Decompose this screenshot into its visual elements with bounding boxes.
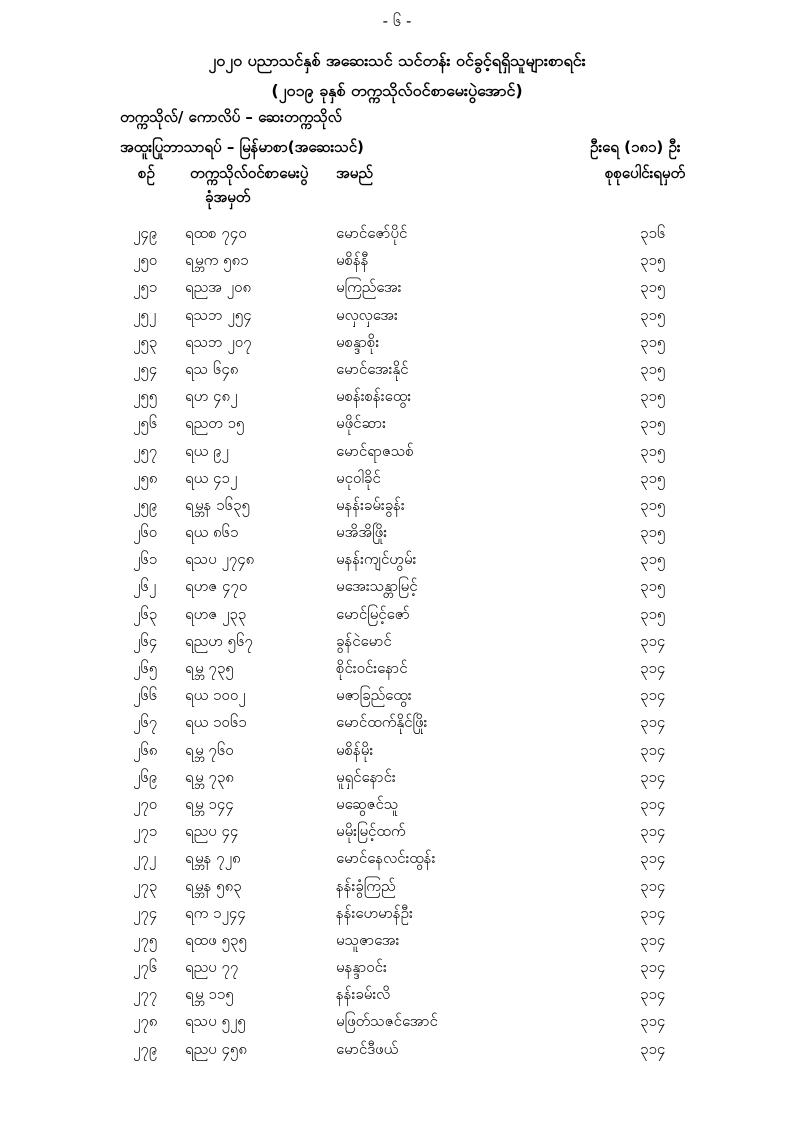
table-row [0,333,794,360]
serial-cell: ၂၅၉ [133,495,158,514]
table-row [0,442,794,469]
serial-cell: ၂၆၄ [133,631,158,650]
roll-number-cell: ရမ္ဘက ၅၈၁ [185,251,249,270]
table-row [0,632,794,659]
header-roll-number-line2: ခုံအမှတ် [205,188,251,206]
table-row [0,278,794,305]
name-cell: မစိန်မိုး [336,740,374,759]
roll-number-cell: ရမ္ဘန ၇၂၈ [185,849,241,868]
roll-number-cell: ရထစ ၇၄၀ [185,224,247,242]
table-row [0,550,794,577]
marks-cell: ၃၁၆ [640,224,666,242]
name-cell: မောင်မြင့်ဇော် [336,604,410,623]
serial-cell: ၂၇၄ [133,903,158,922]
roll-number-cell: ရက ၁၂၄၄ [185,903,246,922]
name-cell: မမိုးမြင့်ထက် [336,822,406,841]
serial-cell: ၂၅၀ [133,251,158,270]
table-row [0,849,794,876]
marks-cell: ၃၁၄ [640,740,666,759]
table-row [0,577,794,604]
marks-cell: ၃၁၅ [640,251,666,270]
serial-cell: ၂၆၇ [133,713,158,732]
table-row [0,877,794,904]
table-row [0,795,794,822]
table-row [0,387,794,414]
name-cell: မသူဇာအေး [336,930,400,949]
serial-cell: ၂၆၃ [133,604,158,623]
serial-cell: ၂၇၀ [133,794,158,813]
name-cell: မောင်ဒီဖယ် [336,1039,399,1058]
serial-cell: ၂၅၈ [133,468,158,487]
name-cell: မဇာခြည်ထွေး [336,686,412,705]
marks-cell: ၃၁၅ [640,550,666,569]
name-cell: မစိန်နီ [336,251,369,270]
roll-number-cell: ရညတ ၁၅ [185,414,245,433]
roll-number-cell: ရညပ ၄၄ [185,822,239,841]
table-row [0,1012,794,1039]
serial-cell: ၂၇၂ [133,849,157,868]
table-row [0,904,794,931]
serial-cell: ၂၇၃ [133,876,158,895]
name-cell: နန်းဟေမာန်ဦး [336,903,413,922]
page-number: - ၆ - [382,12,412,30]
marks-cell: ၃၁၄ [640,686,666,705]
serial-cell: ၂၇၉ [133,1039,158,1058]
table-row [0,931,794,958]
marks-cell: ၃၁၅ [640,414,666,433]
table-row [0,469,794,496]
header-total-marks: စုစုပေါင်းရမှတ် [605,164,686,182]
table-row [0,224,794,251]
name-cell: မအေးသန္တာမြင့် [336,577,418,596]
name-cell: မလှလှအေး [336,305,398,324]
roll-number-cell: ရယ ၉၂ [185,441,229,460]
roll-number-cell: ရသပ ၅၂၅ [185,1012,246,1031]
name-cell: မစန္ဒာစိုး [336,332,380,351]
marks-cell: ၃၁၄ [640,930,666,949]
serial-cell: ၂၇၇ [133,985,158,1004]
roll-number-cell: ရသဘ ၂၅၄ [185,305,252,324]
name-cell: မောင်ဇော်ပိုင် [336,224,408,242]
name-cell: မအိအိဖြိုး [336,523,388,542]
name-cell: မနန်းခမ်းခွန်း [336,495,405,514]
marks-cell: ၃၁၄ [640,794,666,813]
roll-number-cell: ရယ ၄၁၂ [185,468,238,487]
marks-cell: ၃၁၅ [640,577,666,596]
name-cell: မနန်းကျင်ဟွမ်း [336,550,417,569]
header-name: အမည် [336,164,373,182]
table-row [0,659,794,686]
header-roll-number: တက္ကသိုလ်ဝင်စာမေးပွဲ [190,164,309,182]
name-cell: ခွန်ငဲမောင် [336,631,392,650]
marks-cell: ၃၁၅ [640,441,666,460]
serial-cell: ၂၇၁ [133,822,158,841]
serial-cell: ၂၄၉ [133,224,158,242]
serial-cell: ၂၆၁ [133,550,158,569]
marks-cell: ၃၁၄ [640,822,666,841]
table-row [0,306,794,333]
table-row [0,414,794,441]
name-cell: မဆွေဇင်သူ [336,794,399,813]
results-list [0,224,794,1067]
marks-cell: ၃၁၅ [640,359,666,378]
name-cell: နန်းခွံကြည် [336,876,396,895]
serial-cell: ၂၆၂ [133,577,157,596]
name-cell: မောင်နေလင်းထွန်း [336,849,436,868]
table-row [0,605,794,632]
table-row [0,958,794,985]
serial-cell: ၂၅၂ [133,305,157,324]
marks-cell: ၃၁၅ [640,278,666,297]
marks-cell: ၃၁၄ [640,903,666,922]
name-cell: မဖြတ်သဇင်အောင် [336,1012,438,1031]
marks-cell: ၃၁၅ [640,523,666,542]
marks-cell: ၃၁၄ [640,631,666,650]
serial-cell: ၂၇၆ [133,958,158,977]
serial-cell: ၂၅၇ [133,441,158,460]
roll-number-cell: ရသ ၆၄၈ [185,359,239,378]
marks-cell: ၃၁၄ [640,849,666,868]
roll-number-cell: ရထဖ ၅၃၅ [185,930,247,949]
table-row [0,985,794,1012]
serial-cell: ၂၅၄ [133,359,158,378]
marks-cell: ၃၁၅ [640,468,666,487]
table-row [0,713,794,740]
serial-cell: ၂၅၆ [133,414,158,433]
roll-number-cell: ရယ ၁၀၆၁ [185,713,247,732]
marks-cell: ၃၁၄ [640,713,666,732]
name-cell: မနန္ဒာဝင်း [336,958,387,977]
roll-number-cell: ရဟဇ ၄၇၀ [185,577,248,596]
table-row [0,496,794,523]
marks-cell: ၃၁၄ [640,767,666,786]
roll-number-cell: ရမ္ဘ ၇၆၀ [185,740,234,759]
roll-number-cell: ရမ္ဘန ၅၈၃ [185,876,242,895]
marks-cell: ၃၁၄ [640,876,666,895]
roll-number-cell: ရဟ ၄၈၂ [185,387,238,406]
table-row [0,523,794,550]
marks-cell: ၃၁၅ [640,305,666,324]
table-row [0,251,794,278]
serial-cell: ၂၆၈ [133,740,158,759]
roll-number-cell: ရညပ ၇၇ [185,958,239,977]
header-serial: စဉ် [138,164,155,182]
table-row [0,822,794,849]
marks-cell: ၃၁၅ [640,387,666,406]
name-cell: နန်းခမ်းလိ [336,985,391,1004]
serial-cell: ၂၆၆ [133,686,158,705]
name-cell: မောင်ထက်နိုင်ဖြိုး [336,713,428,732]
category-line: အထူးပြုဘာသာရပ် – မြန်မာစာ(အဆေးသင်) [120,138,364,156]
roll-number-cell: ရမ္ဘ ၁၄၄ [185,794,234,813]
roll-number-cell: ရမ္ဘ ၁၁၅ [185,985,234,1004]
name-cell: မူရှင်နောင်း [336,767,396,786]
name-cell: မစန်းစန်းထွေး [336,387,412,406]
marks-cell: ၃၁၄ [640,659,666,677]
marks-cell: ၃၁၄ [640,1012,666,1031]
name-cell: မကြည်အေး [336,278,402,297]
page-title: ၂၀၂၀ ပညာသင်နှစ် အဆေးသင် သင်တန်း ဝင်ခွင့်ရရှိသူများစာရင်း [208,51,586,70]
serial-cell: ၂၇၈ [133,1012,158,1031]
serial-cell: ၂၅၃ [133,332,158,351]
serial-cell: ၂၇၅ [133,930,158,949]
serial-cell: ၂၆၉ [133,767,158,786]
roll-number-cell: ရယ ၈၆၁ [185,523,239,542]
roll-number-cell: ရညအ ၂၀၈ [185,278,252,297]
marks-cell: ၃၁၄ [640,1039,666,1058]
table-row [0,1040,794,1067]
page-subtitle: (၂၀၁၉ ခုနှစ် တက္ကသိုလ်ဝင်စာမေးပွဲအောင်) [271,81,523,100]
roll-number-cell: ရညပ ၄၅၈ [185,1039,247,1058]
total-count: ဦးရေ (၁၈၁) ဦး [590,138,681,156]
name-cell: မောင်ရာဇသစ် [336,441,414,460]
table-row [0,686,794,713]
serial-cell: ၂၅၁ [133,278,158,297]
name-cell: မောင်အေးနိုင် [336,359,409,378]
marks-cell: ၃၁၅ [640,604,666,623]
roll-number-cell: ရမ္ဘန ၁၆၃၅ [185,495,250,514]
table-row [0,768,794,795]
name-cell: မဖိုင်ဆား [336,414,386,433]
university-line: တက္ကသိုလ်/ ကောလိပ် – ဆေးတက္ကသိုလ် [120,108,342,126]
roll-number-cell: ရညဟ ၅၆၇ [185,631,253,650]
table-row [0,741,794,768]
marks-cell: ၃၁၅ [640,332,666,351]
name-cell: စိုင်းဝင်းနောင် [336,659,408,677]
marks-cell: ၃၁၄ [640,985,666,1004]
roll-number-cell: ရမ္ဘ ၇၃၅ [185,659,234,677]
serial-cell: ၂၅၅ [133,387,158,406]
serial-cell: ၂၆၅ [133,659,158,677]
roll-number-cell: ရဟဇ ၂၃၃ [185,604,247,623]
name-cell: မငုဝါခိုင် [336,468,381,487]
roll-number-cell: ရသဘ ၂၀၇ [185,332,252,351]
marks-cell: ၃၁၄ [640,958,666,977]
table-row [0,360,794,387]
roll-number-cell: ရမ္ဘ ၇၃၈ [185,767,234,786]
roll-number-cell: ရသပ ၂၇၄၈ [185,550,255,569]
serial-cell: ၂၆၀ [133,523,158,542]
marks-cell: ၃၁၅ [640,495,666,514]
roll-number-cell: ရယ ၁၀၀၂ [185,686,246,705]
